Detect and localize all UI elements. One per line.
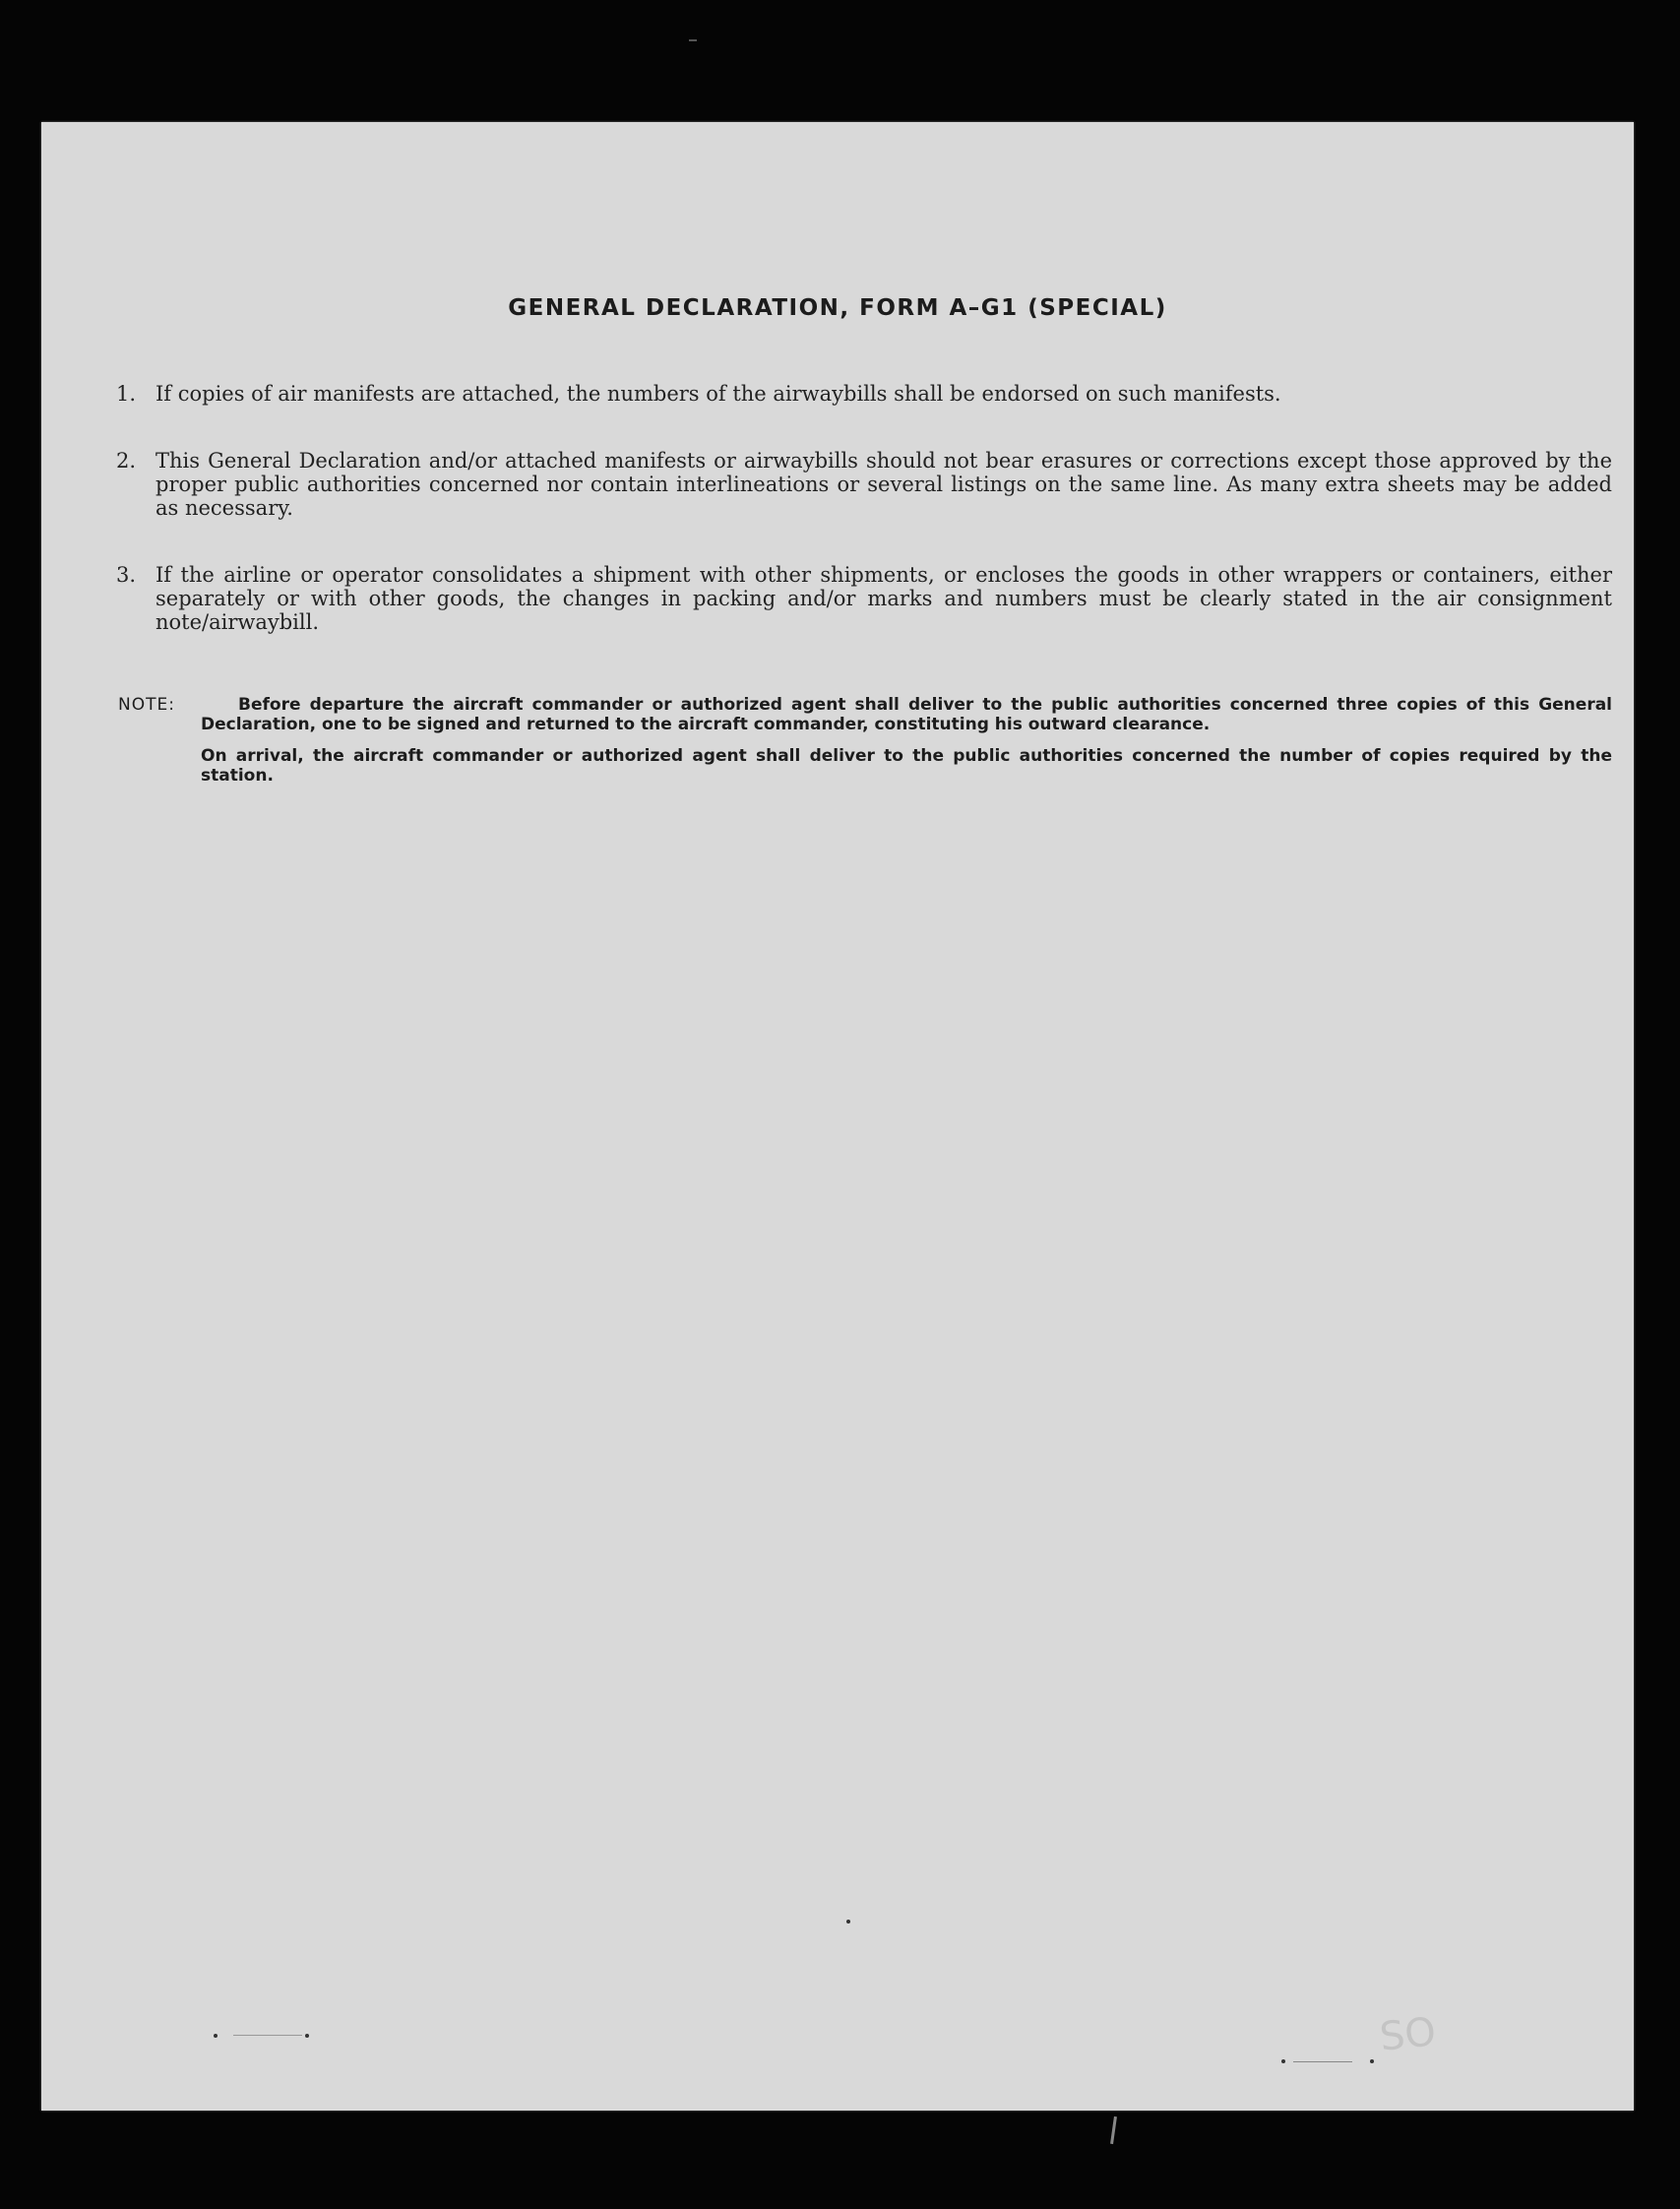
note-paragraph-departure: Before departure the aircraft commander or authorized agent shall deliver to the public authorities concerned three copies of this General Declaration, one to be signed and returned to the aircraft commander, constituting his outward clearance. xyxy=(201,695,1612,734)
scan-edge-mark-top xyxy=(689,39,697,41)
bleed-through-mark: SO xyxy=(1377,2009,1439,2060)
scan-mark-left xyxy=(214,2034,218,2038)
instruction-number: 3. xyxy=(116,563,137,587)
instruction-text: This General Declaration and/or attached manifests or airwaybills should not bear erasures or corrections except those approved by the proper public authorities concerned nor contain interlineations or several listings on the same line. As many extra sheets may be added as necessary. xyxy=(156,449,1612,520)
document-page xyxy=(41,122,1634,2111)
note-label: NOTE: xyxy=(118,695,175,715)
scan-mark-left-line xyxy=(233,2035,302,2036)
note-paragraph-arrival: On arrival, the aircraft commander or authorized agent shall deliver to the public authorities concerned the number of copies required by the station. xyxy=(201,746,1612,786)
scan-mark-left-dot xyxy=(305,2034,309,2038)
instruction-text: If the airline or operator consolidates a shipment with other shipments, or encloses the goods in other wrappers or containers, either separately or with other goods, the changes in packing and/or marks and numbers must be clearly stated in the air consignment note/airwaybill. xyxy=(156,563,1612,634)
instruction-text: If copies of air manifests are attached, the numbers of the airwaybills shall be endorsed on such manifests. xyxy=(156,382,1281,406)
scan-mark-center xyxy=(846,1920,850,1924)
instruction-number: 2. xyxy=(116,449,137,473)
scan-mark-right-dot xyxy=(1370,2059,1374,2063)
scan-mark-right xyxy=(1281,2059,1285,2063)
scan-edge-mark-bottom xyxy=(1110,2116,1117,2144)
instruction-number: 1. xyxy=(116,382,137,406)
scan-mark-right-line xyxy=(1293,2061,1352,2062)
form-title: GENERAL DECLARATION, FORM A–G1 (SPECIAL) xyxy=(508,295,1167,321)
